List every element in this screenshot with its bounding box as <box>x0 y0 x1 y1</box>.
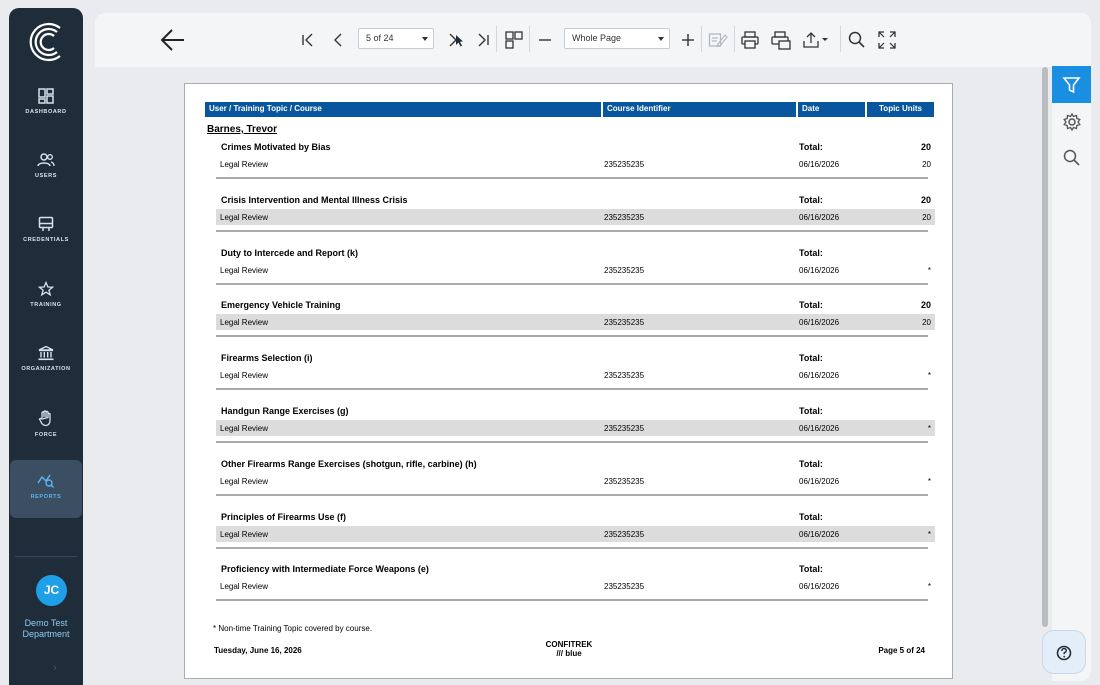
course-identifier: 235235235 <box>604 476 645 486</box>
building-icon <box>37 345 55 361</box>
course-identifier: 235235235 <box>604 160 645 169</box>
hand-icon <box>38 409 54 427</box>
topic-total-value: 20 <box>920 300 931 311</box>
topic-separator <box>216 494 928 496</box>
course-units: * <box>927 371 931 381</box>
sidebar-item-training[interactable] <box>9 281 83 339</box>
sidebar-divider <box>15 556 77 557</box>
back-arrow-icon[interactable] <box>159 26 187 54</box>
last-page-icon[interactable] <box>475 30 495 50</box>
footer-date: Tuesday, June 16, 2026 <box>214 646 302 655</box>
chevron-right-icon[interactable]: › <box>53 662 57 674</box>
course-name: Legal Review <box>220 371 269 381</box>
topic-name: Principles of Firearms Use (f) <box>221 511 347 522</box>
course-units: * <box>927 582 931 592</box>
reports-icon <box>37 473 55 489</box>
course-units: * <box>927 476 931 486</box>
course-name: Legal Review <box>220 424 269 433</box>
footnote: * Non-time Training Topic covered by course. <box>213 624 373 633</box>
topic-total-label: Total: <box>799 247 823 258</box>
topic-total-label: Total: <box>799 194 823 205</box>
topic-name: Emergency Vehicle Training <box>221 300 341 311</box>
settings-gear-icon[interactable] <box>1062 112 1082 137</box>
course-units: * <box>927 529 931 539</box>
topic-separator <box>216 599 928 601</box>
course-row <box>216 473 935 489</box>
topic-total-label: Total: <box>799 406 823 416</box>
course-date: 06/16/2026 <box>799 318 840 328</box>
course-identifier: 235235235 <box>604 265 645 275</box>
sidebar-item-organization[interactable] <box>9 345 83 403</box>
topic-separator <box>216 177 928 179</box>
column-header-topic-units: Topic Units <box>867 102 934 117</box>
footer-brand-name: CONFITREK <box>545 640 593 649</box>
topic-name: Firearms Selection (i) <box>221 353 313 364</box>
footer-brand <box>541 640 597 658</box>
topic-separator <box>216 441 928 443</box>
course-row <box>216 578 935 594</box>
course-units: 20 <box>922 318 931 328</box>
report-viewer[interactable] <box>95 67 1052 681</box>
topic-separator <box>216 547 928 549</box>
topic-total-label: Total: <box>799 353 823 364</box>
star-icon <box>38 281 54 297</box>
caret-down-icon <box>422 37 428 41</box>
avatar[interactable]: JC <box>36 575 67 606</box>
sidebar-item-label: ORGANIZATION <box>21 366 71 372</box>
course-date: 06/16/2026 <box>799 265 840 275</box>
course-date: 06/16/2026 <box>799 424 840 433</box>
credentials-icon <box>38 216 54 232</box>
search-icon[interactable] <box>847 30 867 50</box>
course-name: Legal Review <box>220 529 269 539</box>
topic-total-label: Total: <box>799 511 823 522</box>
course-row <box>216 526 935 542</box>
column-header-course-id: Course Identifier <box>603 102 796 117</box>
toolbar-divider <box>496 26 497 52</box>
course-name: Legal Review <box>220 265 269 275</box>
topic-separator <box>216 388 928 390</box>
users-icon <box>37 152 55 168</box>
sidebar-item-label: REPORTS <box>30 494 62 500</box>
course-units: 20 <box>922 212 931 222</box>
column-header-date: Date <box>798 102 865 117</box>
topic-separator <box>216 335 928 337</box>
multi-page-icon[interactable] <box>504 30 524 50</box>
topic-total-label: Total: <box>799 300 823 311</box>
sidebar-item-label: CREDENTIALS <box>23 237 69 243</box>
topic-total-label: Total: <box>799 458 823 469</box>
sidebar-item-credentials[interactable] <box>9 216 83 274</box>
course-date: 06/16/2026 <box>799 529 840 539</box>
topic-separator <box>216 230 928 232</box>
toolbar-divider <box>701 26 702 52</box>
viewer-scrollbar[interactable] <box>1042 67 1048 627</box>
report-page <box>184 83 953 679</box>
course-identifier: 235235235 <box>604 371 645 381</box>
dashboard-icon <box>38 88 54 104</box>
topic-name: Crimes Motivated by Bias <box>221 142 331 152</box>
sidebar-item-users[interactable] <box>9 152 83 210</box>
course-name: Legal Review <box>220 212 269 222</box>
right-panel <box>1052 64 1091 174</box>
toolbar-divider <box>840 26 841 52</box>
course-units: * <box>927 265 931 275</box>
topic-name: Crisis Intervention and Mental Illness Crisis <box>221 194 408 205</box>
zoom-in-icon[interactable] <box>679 30 699 50</box>
main-content <box>95 13 1091 681</box>
column-header-user: User / Training Topic / Course <box>205 102 601 117</box>
topic-name: Proficiency with Intermediate Force Weapons (e) <box>221 564 429 575</box>
export-icon[interactable] <box>801 30 831 50</box>
course-name: Legal Review <box>220 582 269 592</box>
course-date: 06/16/2026 <box>799 582 840 592</box>
topic-separator <box>216 283 928 285</box>
course-name: Legal Review <box>220 476 269 486</box>
sidebar-item-force[interactable] <box>9 409 83 467</box>
zoom-out-icon[interactable] <box>536 30 556 50</box>
sidebar-item-label: TRAINING <box>30 302 62 308</box>
course-name: Legal Review <box>220 318 269 328</box>
edit-fields-icon[interactable] <box>708 30 728 50</box>
footer-brand-tagline: /// blue <box>556 649 582 658</box>
fullscreen-icon[interactable] <box>877 30 897 50</box>
page-select[interactable] <box>358 28 434 49</box>
next-page-icon[interactable] <box>447 30 467 50</box>
topic-name: Duty to Intercede and Report (k) <box>221 247 359 258</box>
course-date: 06/16/2026 <box>799 160 840 169</box>
course-identifier: 235235235 <box>604 318 645 328</box>
toolbar-divider <box>529 26 530 52</box>
previous-page-icon[interactable] <box>332 30 352 50</box>
topic-total-value: 20 <box>920 142 931 152</box>
course-row <box>216 262 935 278</box>
sidebar-item-label: FORCE <box>34 432 58 438</box>
course-units: 20 <box>922 160 931 169</box>
course-row <box>216 156 935 172</box>
user-name: Barnes, Trevor <box>207 124 278 135</box>
sidebar-item-dashboard[interactable] <box>9 88 83 146</box>
zoom-select[interactable] <box>564 28 670 49</box>
topic-total-label: Total: <box>799 564 823 575</box>
course-row <box>216 209 935 225</box>
sidebar-item-label: DASHBOARD <box>25 109 67 115</box>
course-identifier: 235235235 <box>604 529 645 539</box>
page-select-value: 5 of 24 <box>366 33 394 43</box>
topic-total-value: 20 <box>920 194 931 205</box>
report-toolbar <box>95 13 1091 67</box>
course-identifier: 235235235 <box>604 212 645 222</box>
course-row <box>216 420 935 436</box>
course-identifier: 235235235 <box>604 424 645 433</box>
sidebar-item-label: USERS <box>35 173 57 179</box>
topic-name: Handgun Range Exercises (g) <box>221 406 349 416</box>
course-name: Legal Review <box>220 160 269 169</box>
print-icon[interactable] <box>740 30 760 50</box>
caret-down-icon <box>658 37 664 41</box>
sidebar-item-reports[interactable] <box>10 460 82 518</box>
filter-icon <box>1052 66 1091 103</box>
print-page-icon[interactable] <box>770 30 790 50</box>
topic-name: Other Firearms Range Exercises (shotgun, rifle, carbine) (h) <box>221 458 477 469</box>
course-row <box>216 367 935 383</box>
app-logo[interactable] <box>26 20 66 70</box>
toolbar-divider <box>734 26 735 52</box>
panel-search-icon[interactable] <box>1062 148 1082 173</box>
footer-page-number: Page 5 of 24 <box>878 646 925 655</box>
course-date: 06/16/2026 <box>799 212 840 222</box>
help-icon <box>1043 631 1087 675</box>
help-button[interactable] <box>1042 630 1086 674</box>
sidebar <box>9 8 83 685</box>
department-name[interactable]: Demo Test Department <box>22 618 70 639</box>
filter-button[interactable] <box>1052 66 1091 103</box>
course-date: 06/16/2026 <box>799 371 840 381</box>
course-units: * <box>927 424 931 433</box>
zoom-select-value: Whole Page <box>572 33 622 43</box>
first-page-icon[interactable] <box>300 30 320 50</box>
course-date: 06/16/2026 <box>799 476 840 486</box>
course-row <box>216 314 935 330</box>
topic-total-label: Total: <box>799 142 823 152</box>
course-identifier: 235235235 <box>604 582 645 592</box>
